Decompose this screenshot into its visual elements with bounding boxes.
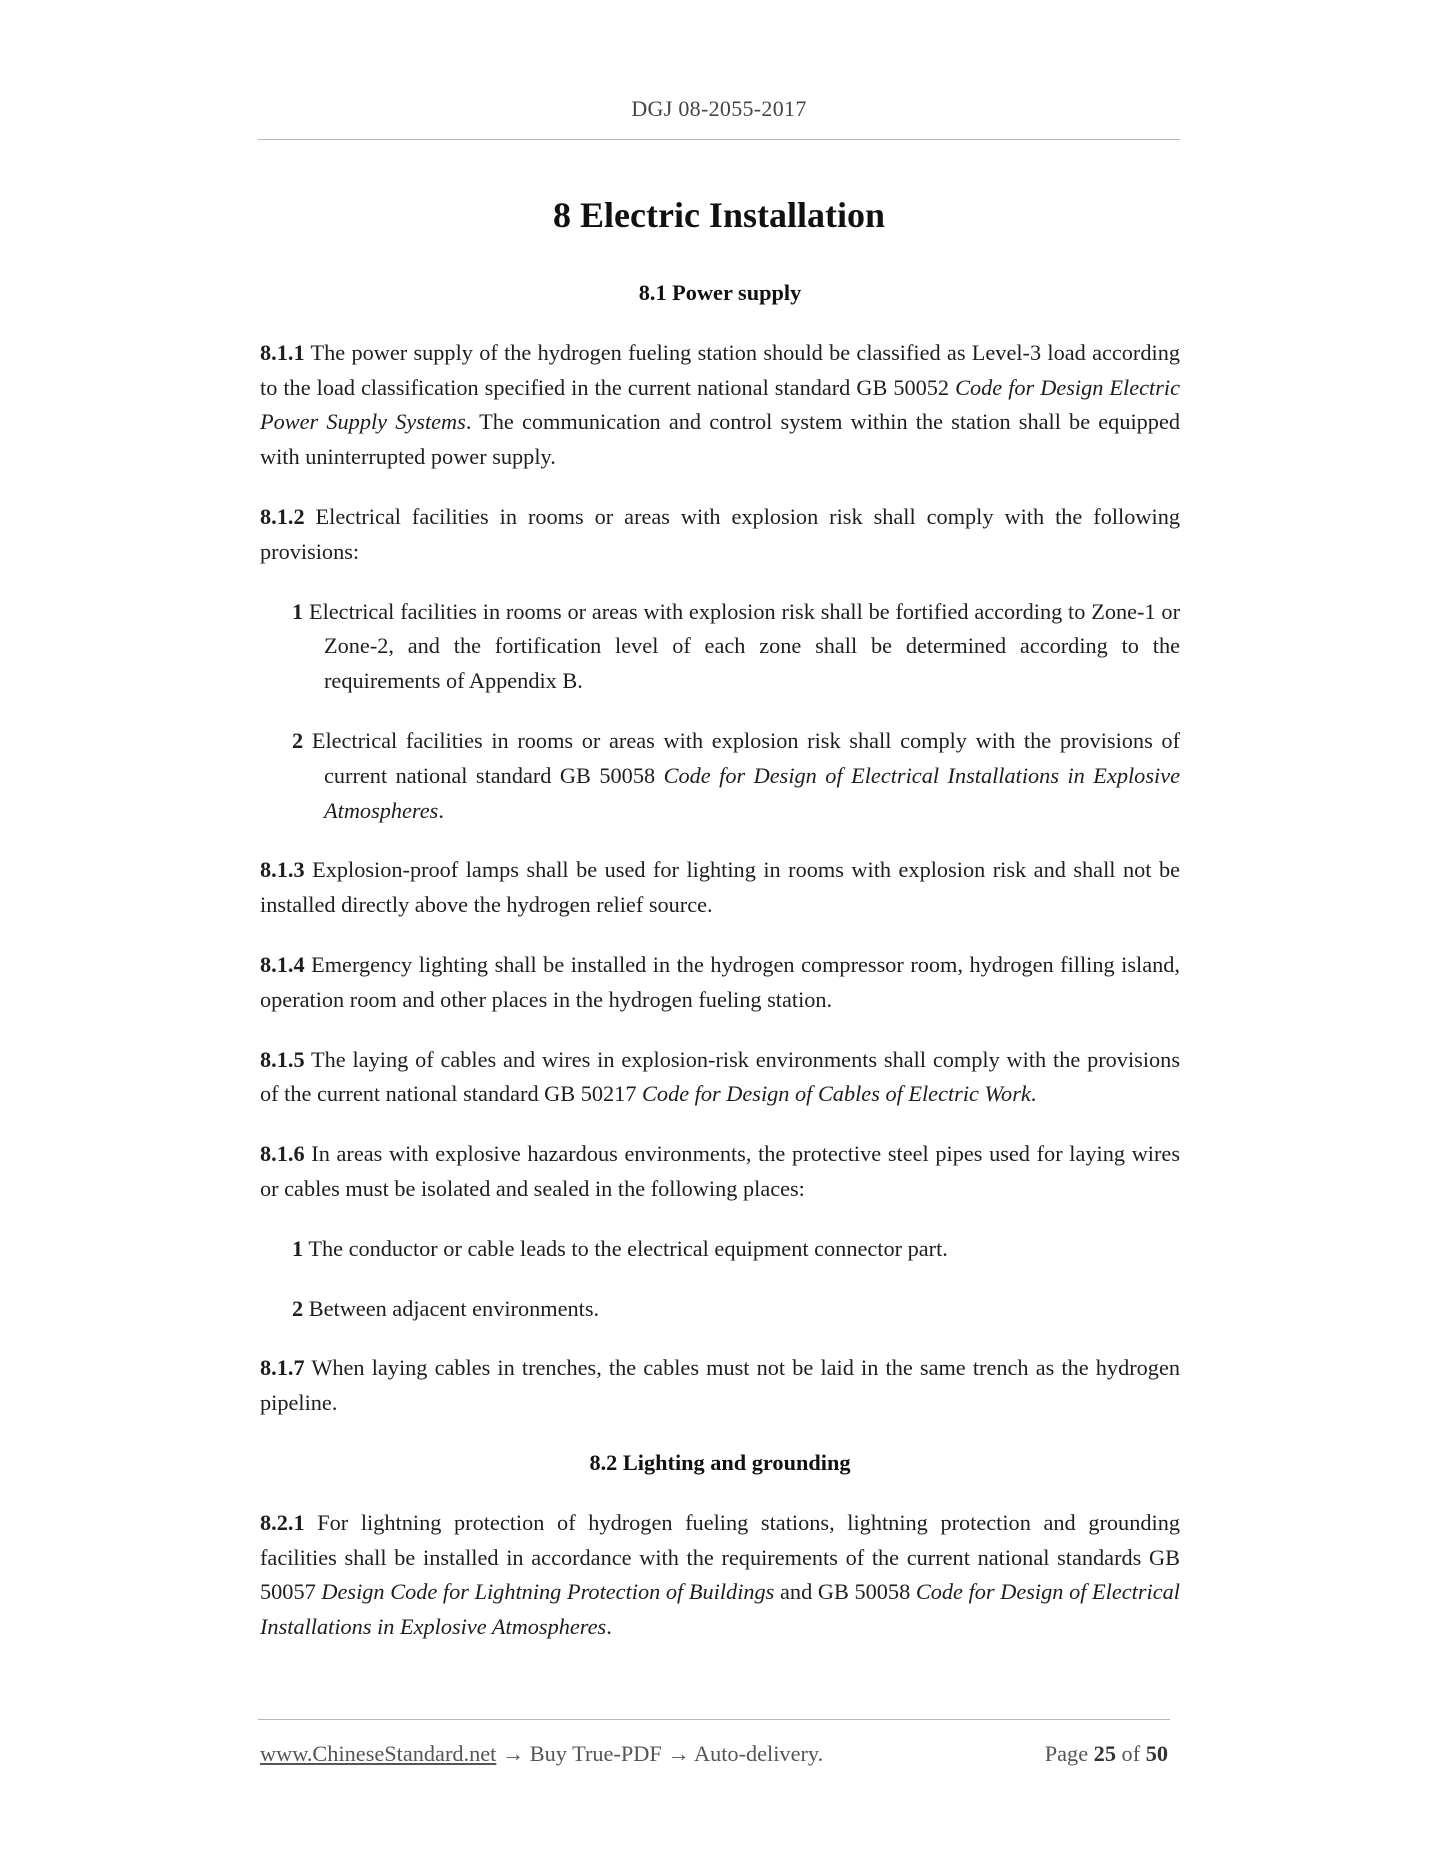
chapter-title: 8 Electric Installation: [553, 195, 885, 235]
clause-number: 8.1.6: [260, 1141, 305, 1167]
clause-text: Electrical facilities in rooms or areas with explosion risk shall comply with the following provisions:: [260, 503, 1180, 564]
clause-8-1-2-item-2: [292, 724, 1180, 828]
item-text: The conductor or cable leads to the electrical equipment connector part.: [303, 1235, 948, 1261]
promo-text: → Buy True-PDF → Auto-delivery.: [496, 1741, 824, 1766]
document-code-header: DGJ 08-2055-2017: [631, 96, 807, 121]
clause-8-1-1: [260, 336, 1180, 475]
item-text: Between adjacent environments.: [303, 1295, 600, 1321]
footer-divider: [258, 1719, 1170, 1720]
clause-number: 8.1.3: [260, 857, 305, 883]
clause-number: 8.1.4: [260, 951, 305, 977]
page-indicator: [1045, 1741, 1168, 1767]
clause-8-2-1: [260, 1506, 1180, 1645]
clause-8-1-6-item-1: [292, 1232, 1180, 1267]
standard-title: Code for Design of Electrical Installations in Explosive Atmospheres: [324, 762, 1180, 823]
item-number: 1: [292, 598, 304, 624]
clause-text: The power supply of the hydrogen fueling station should be classified as Level-3 load according to the load classification specified in the current national standard GB 50052: [260, 339, 1180, 400]
standard-title: Code for Design of Cables of Electric Work: [642, 1081, 1031, 1107]
clause-number: 8.2.1: [260, 1509, 305, 1535]
section-heading-8-2: 8.2 Lighting and grounding: [589, 1449, 851, 1475]
total-pages: 50: [1145, 1741, 1168, 1766]
clause-text: .: [1030, 1081, 1037, 1107]
clause-text: The laying of cables and wires in explosion-risk environments shall comply with the provisions of the current national standard GB 50217: [260, 1046, 1180, 1107]
header-divider: [258, 139, 1180, 140]
clause-text: Explosion-proof lamps shall be used for lighting in rooms with explosion risk and shall not be installed directly above the hydrogen relief source.: [260, 857, 1180, 918]
clause-text: Emergency lighting shall be installed in the hydrogen compressor room, hydrogen filling island, operation room and other places in the hydrogen fueling station.: [260, 951, 1180, 1012]
clause-number: 8.1.5: [260, 1046, 305, 1072]
clause-8-1-2: [260, 500, 1180, 570]
document-body: [260, 276, 1180, 1670]
of-label: of: [1115, 1741, 1146, 1766]
item-text: .: [438, 797, 444, 823]
item-text: Electrical facilities in rooms or areas with explosion risk shall comply with the provisions of current national standard GB 50058: [303, 727, 1180, 788]
item-text: Electrical facilities in rooms or areas with explosion risk shall be fortified according to Zone-1 or Zone-2, and the fortification level of each zone shall be determined according to the requirements of Appendix B.: [303, 598, 1180, 694]
footer-promo: [260, 1741, 823, 1767]
section-heading-8-1: 8.1 Power supply: [638, 280, 802, 305]
current-page: 25: [1093, 1741, 1116, 1766]
standard-title: Code for Design Electric Power Supply Systems: [260, 374, 1180, 435]
item-number: 2: [292, 1295, 304, 1321]
website-link[interactable]: www.ChineseStandard.net: [260, 1741, 497, 1766]
clause-8-1-7: [260, 1351, 1180, 1421]
clause-text: When laying cables in trenches, the cables must not be laid in the same trench as the hydrogen pipeline.: [260, 1355, 1180, 1416]
clause-8-1-6-item-2: [292, 1292, 1180, 1327]
clause-text: For lightning protection of hydrogen fueling stations, lightning protection and grounding facilities shall be installed in accordance with the requirements of the current national standards GB 50057: [260, 1509, 1180, 1605]
clause-number: 8.1.1: [260, 339, 305, 365]
clause-8-1-6: [260, 1137, 1180, 1207]
clause-text: and GB 50058: [774, 1579, 916, 1605]
standard-title: Design Code for Lightning Protection of Buildings: [321, 1579, 775, 1605]
clause-text: In areas with explosive hazardous environments, the protective steel pipes used for laying wires or cables must be isolated and sealed in the following places:: [260, 1141, 1180, 1201]
item-number: 2: [292, 727, 304, 753]
clause-number: 8.1.2: [260, 503, 305, 529]
clause-8-1-3: [260, 853, 1180, 923]
clause-text: .: [606, 1614, 612, 1640]
clause-number: 8.1.7: [260, 1355, 305, 1381]
page-label: Page: [1044, 1741, 1094, 1766]
clause-text: . The communication and control system within the station shall be equipped with uninterrupted power supply.: [260, 409, 1180, 470]
clause-8-1-2-item-1: [292, 595, 1180, 699]
standard-title: Code for Design of Electrical Installations in Explosive Atmospheres: [260, 1579, 1180, 1640]
clause-8-1-5: [260, 1043, 1180, 1113]
clause-8-1-4: [260, 948, 1180, 1018]
item-number: 1: [292, 1235, 304, 1261]
